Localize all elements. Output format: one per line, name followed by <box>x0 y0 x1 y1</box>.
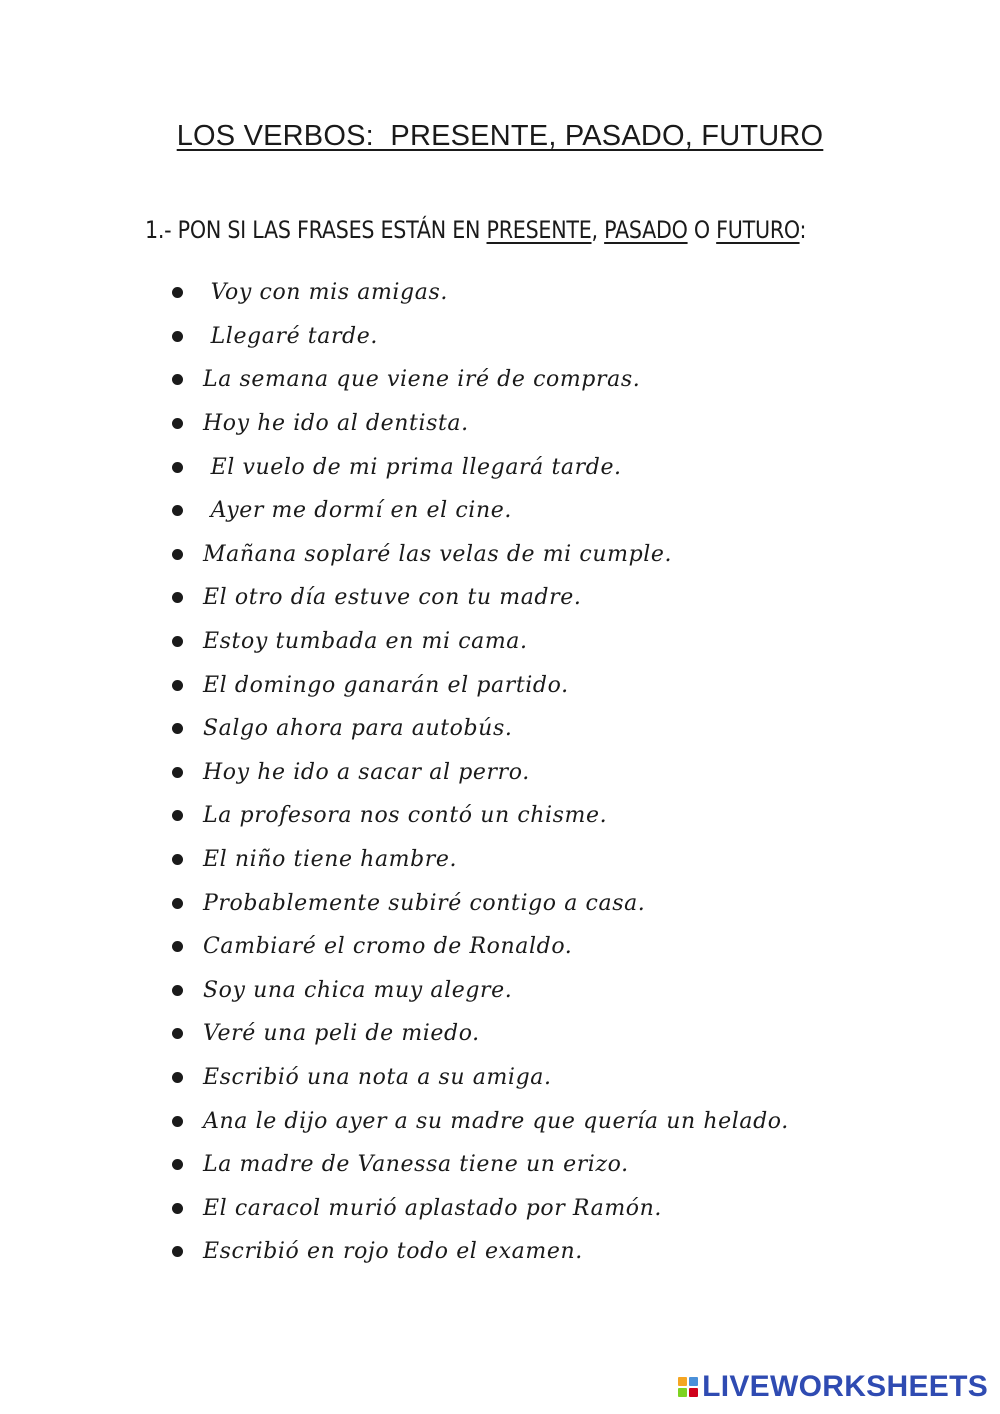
bullet-icon <box>172 287 183 298</box>
liveworksheets-brand <box>678 1370 988 1404</box>
bullet-icon <box>172 505 183 516</box>
sentence-text: Escribió en rojo todo el examen. <box>203 1239 583 1265</box>
sentence-item <box>172 1012 789 1056</box>
bullet-icon <box>172 418 183 429</box>
instruction-prefix: 1.- PON SI LAS FRASES ESTÁN EN <box>145 216 487 244</box>
sentence-text: La semana que viene iré de compras. <box>203 367 641 393</box>
sentence-item <box>172 838 789 882</box>
sentence-text: Soy una chica muy alegre. <box>203 977 513 1003</box>
bullet-icon <box>172 374 183 385</box>
bullet-icon <box>172 1159 183 1170</box>
sentence-item <box>172 271 789 315</box>
bullet-icon <box>172 331 183 342</box>
sentence-text: Escribió una nota a su amiga. <box>203 1064 552 1090</box>
sentence-text: Probablemente subiré contigo a casa. <box>203 890 646 916</box>
sentence-item <box>172 533 789 577</box>
bullet-icon <box>172 1203 183 1214</box>
bullet-icon <box>172 549 183 560</box>
sentence-text: Hoy he ido a sacar al perro. <box>203 759 530 785</box>
sentence-list <box>172 271 789 1274</box>
sentence-text: Ana le dijo ayer a su madre que quería un helado. <box>203 1108 789 1134</box>
sentence-item <box>172 707 789 751</box>
instruction-separator: O <box>687 216 717 244</box>
bullet-icon <box>172 941 183 952</box>
sentence-text: Voy con mis amigas. <box>203 280 448 306</box>
bullet-icon <box>172 1246 183 1257</box>
bullet-icon <box>172 854 183 865</box>
sentence-text: Mañana soplaré las velas de mi cumple. <box>203 541 673 567</box>
sentence-text: Ayer me dormí en el cine. <box>203 498 512 524</box>
logo-square <box>689 1388 698 1397</box>
bullet-icon <box>172 592 183 603</box>
sentence-item <box>172 1230 789 1274</box>
bullet-icon <box>172 636 183 647</box>
sentence-text: Salgo ahora para autobús. <box>203 716 513 742</box>
instruction-word-pasado: PASADO <box>604 216 688 244</box>
instruction-separator: , <box>591 216 605 244</box>
instruction-word-futuro: FUTURO <box>716 216 800 244</box>
sentence-text: El domingo ganarán el partido. <box>203 672 569 698</box>
logo-square <box>689 1377 698 1386</box>
sentence-text: Llegaré tarde. <box>203 323 378 349</box>
instruction-suffix: : <box>799 216 807 244</box>
bullet-icon <box>172 810 183 821</box>
sentence-text: La madre de Vanessa tiene un erizo. <box>203 1152 629 1178</box>
bullet-icon <box>172 1116 183 1127</box>
sentence-item <box>172 1099 789 1143</box>
bullet-icon <box>172 723 183 734</box>
brand-text: LIVEWORKSHEETS <box>702 1370 988 1403</box>
sentence-text: Veré una peli de miedo. <box>203 1021 480 1047</box>
sentence-item <box>172 402 789 446</box>
sentence-item <box>172 1056 789 1100</box>
sentence-text: El vuelo de mi prima llegará tarde. <box>203 454 622 480</box>
sentence-item <box>172 445 789 489</box>
sentence-item <box>172 358 789 402</box>
sentence-item <box>172 663 789 707</box>
liveworksheets-logo-icon <box>678 1377 698 1397</box>
sentence-item <box>172 925 789 969</box>
sentence-item <box>172 1186 789 1230</box>
exercise-instruction <box>145 216 806 244</box>
sentence-item <box>172 881 789 925</box>
page-title: LOS VERBOS: PRESENTE, PASADO, FUTURO <box>176 120 824 152</box>
bullet-icon <box>172 1072 183 1083</box>
sentence-text: El caracol murió aplastado por Ramón. <box>203 1195 662 1221</box>
sentence-item <box>172 969 789 1013</box>
sentence-text: El otro día estuve con tu madre. <box>203 585 582 611</box>
sentence-item <box>172 794 789 838</box>
bullet-icon <box>172 898 183 909</box>
sentence-text: Hoy he ido al dentista. <box>203 411 469 437</box>
bullet-icon <box>172 462 183 473</box>
bullet-icon <box>172 985 183 996</box>
instruction-word-presente: PRESENTE <box>486 216 592 244</box>
logo-square <box>678 1377 687 1386</box>
sentence-item <box>172 751 789 795</box>
sentence-item <box>172 315 789 359</box>
sentence-item <box>172 620 789 664</box>
bullet-icon <box>172 680 183 691</box>
sentence-text: El niño tiene hambre. <box>203 847 458 873</box>
sentence-item <box>172 1143 789 1187</box>
bullet-icon <box>172 1028 183 1039</box>
sentence-item <box>172 576 789 620</box>
sentence-text: Cambiaré el cromo de Ronaldo. <box>203 934 573 960</box>
bullet-icon <box>172 767 183 778</box>
sentence-text: La profesora nos contó un chisme. <box>203 803 608 829</box>
sentence-item <box>172 489 789 533</box>
sentence-text: Estoy tumbada en mi cama. <box>203 629 528 655</box>
logo-square <box>678 1388 687 1397</box>
